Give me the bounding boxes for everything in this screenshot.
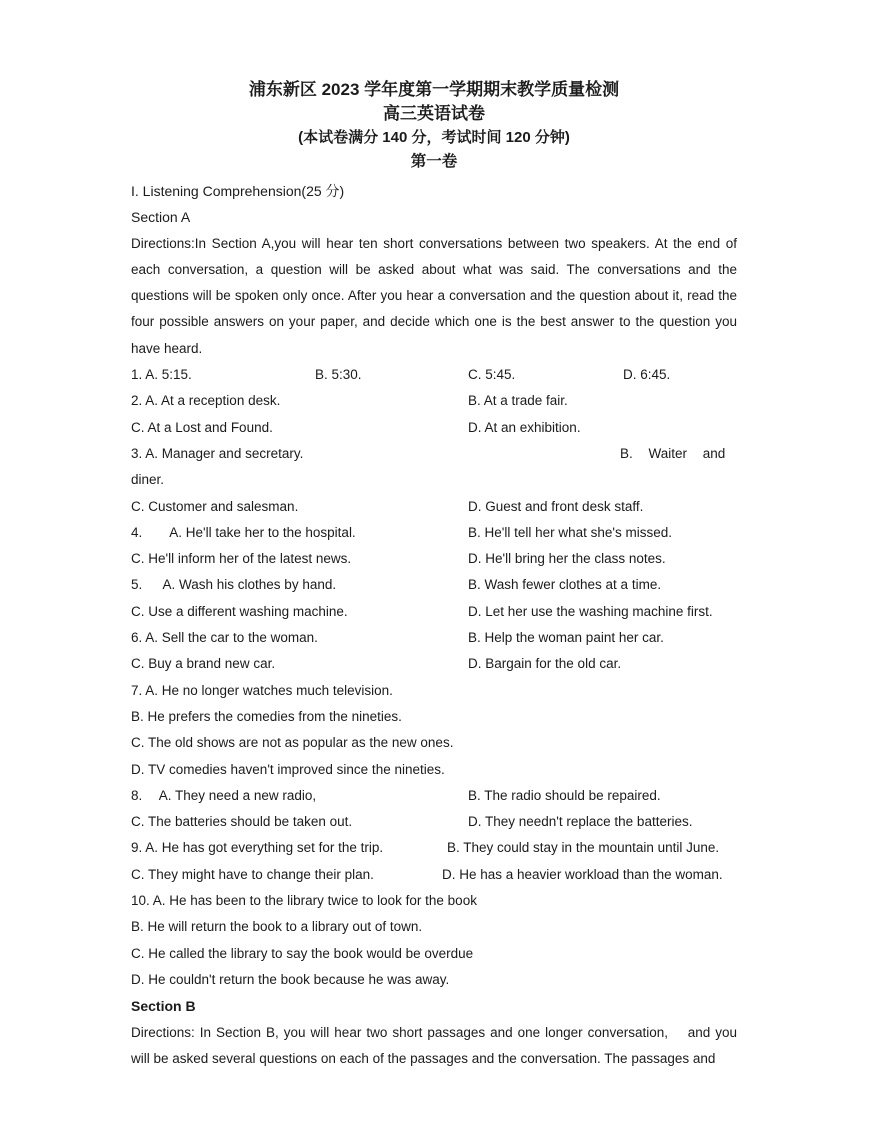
answer-option: 1. A. 5:15. <box>131 367 192 383</box>
section-b-directions: Directions: In Section B, you will hear two short passages and one longer conversation, and you will be asked several questions on each of the passages and the conversation. The passages and <box>131 1024 737 1066</box>
question-line <box>131 415 737 441</box>
exam-score-time-note: (本试卷满分 140 分，考试时间 120 分钟) <box>298 129 570 146</box>
question-line <box>131 835 737 861</box>
answer-option: B. He'll tell her what she's missed. <box>468 524 672 540</box>
section-b-label: Section B <box>131 998 196 1015</box>
section-a-label: Section A <box>131 209 191 226</box>
question-line <box>131 599 737 625</box>
answer-option: C. The batteries should be taken out. <box>131 814 353 830</box>
question-line <box>131 888 737 914</box>
answer-option: B. 5:30. <box>315 367 362 383</box>
answer-option: diner. <box>131 472 165 488</box>
answer-option: D. Guest and front desk staff. <box>468 498 644 514</box>
page-content <box>131 78 737 1072</box>
question-line <box>131 730 737 756</box>
answer-option: D. At an exhibition. <box>468 419 581 435</box>
question-line <box>131 388 737 414</box>
answer-option: C. At a Lost and Found. <box>131 419 273 435</box>
question-line <box>131 967 737 993</box>
question-line <box>131 941 737 967</box>
answer-option: D. He couldn't return the book because he was away. <box>131 971 450 987</box>
question-line <box>131 862 737 888</box>
questions-list <box>131 362 737 993</box>
answer-option: D. He'll bring her the class notes. <box>468 551 666 567</box>
answer-option: 2. A. At a reception desk. <box>131 393 281 409</box>
answer-option: 7. A. He no longer watches much television. <box>131 682 393 698</box>
question-line <box>131 757 737 783</box>
answer-option: B. They could stay in the mountain until June. <box>447 840 720 856</box>
answer-option: C. They might have to change their plan. <box>131 866 374 882</box>
question-line <box>131 494 737 520</box>
answer-option: 9. A. He has got everything set for the trip. <box>131 840 384 856</box>
question-line <box>131 441 737 467</box>
answer-option: D. Bargain for the old car. <box>468 656 622 672</box>
question-line <box>131 572 737 598</box>
answer-option: D. They needn't replace the batteries. <box>468 814 693 830</box>
answer-option: C. Customer and salesman. <box>131 498 299 514</box>
answer-option: B. He prefers the comedies from the nineties. <box>131 708 402 724</box>
answer-option: B. Waiter and <box>620 445 726 461</box>
answer-option: C. He'll inform her of the latest news. <box>131 551 352 567</box>
answer-option: C. 5:45. <box>468 367 516 383</box>
question-line <box>131 362 737 388</box>
answer-option: B. At a trade fair. <box>468 393 568 409</box>
answer-option: 5. A. Wash his clothes by hand. <box>131 577 337 593</box>
exam-subtitle: 高三英语试卷 <box>383 104 485 123</box>
answer-option: C. Use a different washing machine. <box>131 603 348 619</box>
answer-option: 3. A. Manager and secretary. <box>131 445 304 461</box>
answer-option: D. 6:45. <box>623 367 671 383</box>
question-line <box>131 467 737 493</box>
question-line <box>131 704 737 730</box>
answer-option: D. Let her use the washing machine first. <box>468 603 713 619</box>
answer-option: 10. A. He has been to the library twice to look for the book <box>131 893 477 909</box>
answer-option: B. He will return the book to a library out of town. <box>131 919 423 935</box>
answer-option: 8. A. They need a new radio, <box>131 787 317 803</box>
question-line <box>131 546 737 572</box>
answer-option: B. Help the woman paint her car. <box>468 630 664 646</box>
answer-option: C. Buy a brand new car. <box>131 656 276 672</box>
question-line <box>131 809 737 835</box>
answer-option: B. The radio should be repaired. <box>468 787 661 803</box>
question-line <box>131 520 737 546</box>
part-one-label: 第一卷 <box>410 153 458 170</box>
answer-option: C. The old shows are not as popular as the new ones. <box>131 735 454 751</box>
question-line <box>131 651 737 677</box>
exam-title: 浦东新区 2023 学年度第一学期期末教学质量检测 <box>248 80 620 99</box>
question-line <box>131 783 737 809</box>
answer-option: C. He called the library to say the book would be overdue <box>131 945 474 961</box>
question-line <box>131 914 737 940</box>
answer-option: 4. A. He'll take her to the hospital. <box>131 524 356 540</box>
answer-option: B. Wash fewer clothes at a time. <box>468 577 662 593</box>
question-line <box>131 678 737 704</box>
question-line <box>131 625 737 651</box>
answer-option: D. TV comedies haven't improved since the nineties. <box>131 761 445 777</box>
listening-comprehension-heading: I. Listening Comprehension(25 分) <box>131 183 345 199</box>
answer-option: D. He has a heavier workload than the woman. <box>442 866 723 882</box>
section-a-directions: Directions:In Section A,you will hear ten short conversations between two speakers. At the end of each conversation, a question will be asked about what was said. The conversations and the questions will be spoken only once. After you hear a conversation and the question about it, read the four possible answers on your paper, and decide which one is the best answer to the question you have heard. <box>131 235 737 356</box>
answer-option: 6. A. Sell the car to the woman. <box>131 630 318 646</box>
